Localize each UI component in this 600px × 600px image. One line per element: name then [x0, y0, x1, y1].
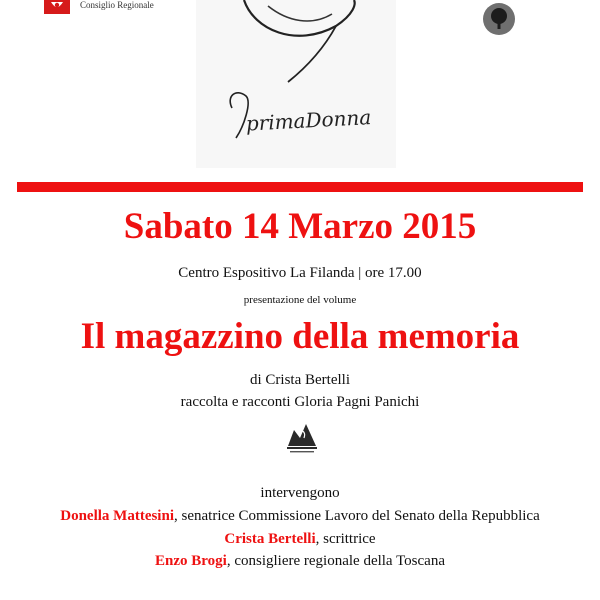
- speaker-line: [0, 506, 600, 526]
- event-date: Sabato 14 Marzo 2015: [123, 206, 477, 247]
- speaker-role: , consigliere regionale della Toscana: [226, 553, 445, 569]
- red-divider-band: [17, 182, 583, 192]
- regional-council-emblem-icon: [44, 0, 70, 14]
- org-label: Consiglio Regionale: [80, 0, 154, 10]
- speakers-heading: intervengono: [260, 485, 340, 501]
- book-author: di Crista Bertelli: [250, 372, 350, 388]
- speaker-role: , senatrice Commissione Lavoro del Senato della Repubblica: [174, 508, 540, 524]
- speaker-role: , scrittrice: [315, 531, 376, 547]
- accademia-publisher-icon: [284, 416, 320, 454]
- prima-donna-artwork: [196, 0, 396, 168]
- book-collection: raccolta e racconti Gloria Pagni Panichi: [180, 394, 420, 410]
- presentation-label: presentazione del volume: [243, 294, 357, 306]
- event-venue: Centro Espositivo La Filanda | ore 17.00: [178, 265, 422, 281]
- book-title: Il magazzino della memoria: [80, 316, 520, 357]
- speaker-line: [0, 551, 600, 571]
- signature-text: primaDonna: [245, 105, 372, 136]
- speaker-name: Enzo Brogi: [155, 553, 227, 569]
- speaker-line: [0, 529, 600, 549]
- speaker-name: Crista Bertelli: [224, 531, 316, 547]
- tree-seal-icon: [482, 2, 516, 36]
- speaker-name: Donella Mattesini: [60, 508, 174, 524]
